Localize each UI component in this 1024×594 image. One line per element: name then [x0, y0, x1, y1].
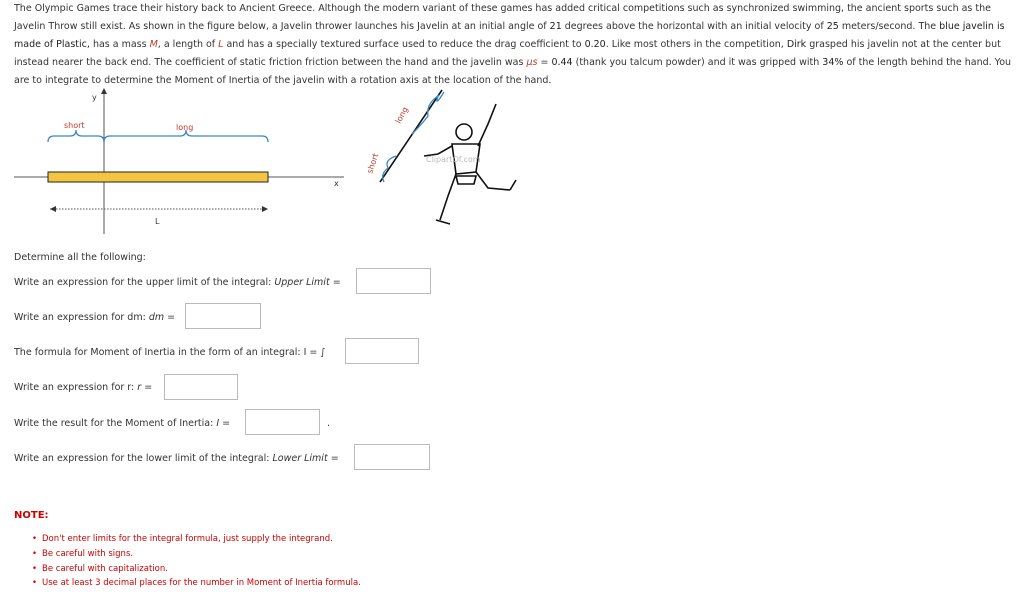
- note-title: NOTE:: [14, 510, 49, 521]
- length-symbol: L: [218, 39, 224, 50]
- length-label: L: [155, 217, 160, 226]
- mu-value: 0.44: [551, 57, 573, 68]
- intro-text: grasped his javelin not at the center but instead nearer the back end. The coefficient of static friction friction between the hand and the javelin was: [14, 39, 1001, 68]
- instructions-heading: Determine all the following:: [14, 252, 146, 263]
- integrand-input[interactable]: [345, 338, 419, 364]
- x-axis-label: x: [334, 179, 339, 188]
- problem-statement: [14, 0, 1014, 90]
- note-item: • Use at least 3 decimal places for the number in Moment of Inertia formula.: [32, 576, 361, 591]
- javelin-bar: [48, 172, 268, 182]
- intro-text: and has a specially textured surface used to reduce the drag coefficient to: [223, 39, 585, 50]
- lower-limit-input[interactable]: [354, 444, 430, 470]
- note-list: [32, 532, 361, 591]
- long-label: long: [393, 105, 410, 125]
- note-item: • Be careful with signs.: [32, 547, 361, 562]
- javelin: [380, 90, 442, 182]
- intro-text: . Like most others in the competition,: [605, 39, 787, 50]
- material-value: Plastic: [56, 39, 87, 50]
- upper-limit-label: Write an expression for the upper limit of the integral: Upper Limit =: [14, 277, 341, 288]
- javelin-thrower-illustration: [360, 84, 540, 244]
- upper-limit-input[interactable]: [356, 268, 431, 294]
- dm-input[interactable]: [185, 303, 261, 329]
- intro-text: meters/second. The: [838, 21, 940, 32]
- mass-symbol: M: [149, 39, 158, 50]
- thrower-name: Dirk: [786, 39, 807, 50]
- y-axis-arrow: [101, 88, 107, 94]
- r-label: Write an expression for r: r =: [14, 382, 153, 393]
- lower-limit-label: Write an expression for the lower limit of the integral: Lower Limit =: [14, 453, 339, 464]
- thrower-figure: [424, 104, 516, 224]
- moment-of-inertia-input[interactable]: [245, 409, 320, 435]
- intro-text: , has a mass: [86, 39, 150, 50]
- intro-text: =: [537, 57, 552, 68]
- dm-label: Write an expression for dm: dm =: [14, 312, 176, 323]
- length-arrow-right: [262, 206, 268, 212]
- grip-percent: 34%: [822, 57, 844, 68]
- intro-text: (thank you talcum powder) and it was gripped with: [572, 57, 823, 68]
- result-period: .: [327, 418, 331, 429]
- angle-value: 21: [549, 21, 562, 32]
- short-brace: [48, 130, 104, 142]
- intro-text: The Olympic Games trace their history back to Ancient Greece. Although the modern variant of these games has added critical competitions such as synchronized swimming, the ancient sports such as the Javelin Throw still exist. As shown in the figure below, a Javelin thrower launches his Javelin at an initial angle of: [14, 3, 991, 32]
- javelin-axis-diagram: [0, 84, 360, 234]
- intro-text: blue javelin is made of: [14, 21, 1005, 50]
- short-label: short: [64, 121, 85, 130]
- long-label: long: [176, 123, 194, 132]
- note-item: • Don't enter limits for the integral formula, just supply the integrand.: [32, 532, 361, 547]
- watermark: ClipartOf.com: [426, 155, 481, 164]
- velocity-value: 25: [826, 21, 839, 32]
- result-label: Write the result for the Moment of Inertia: I =: [14, 418, 231, 429]
- note-item: • Be careful with capitalization.: [32, 562, 361, 577]
- intro-text: , a length of: [157, 39, 219, 50]
- intro-text: degrees above the horizontal with an initial velocity of: [561, 21, 827, 32]
- intro-text: of the length behind the hand. You are to integrate to determine the Moment of Inertia of the javelin with a rotation axis at the location of the hand.: [14, 57, 1012, 86]
- formula-label: The formula for Moment of Inertia in the form of an integral: I = ∫: [14, 347, 326, 358]
- length-arrow-left: [50, 206, 56, 212]
- drag-value: 0.20: [584, 39, 606, 50]
- short-label: short: [365, 152, 381, 175]
- mu-symbol: μs: [526, 57, 538, 68]
- r-input[interactable]: [164, 374, 238, 400]
- y-axis-label: y: [92, 93, 97, 102]
